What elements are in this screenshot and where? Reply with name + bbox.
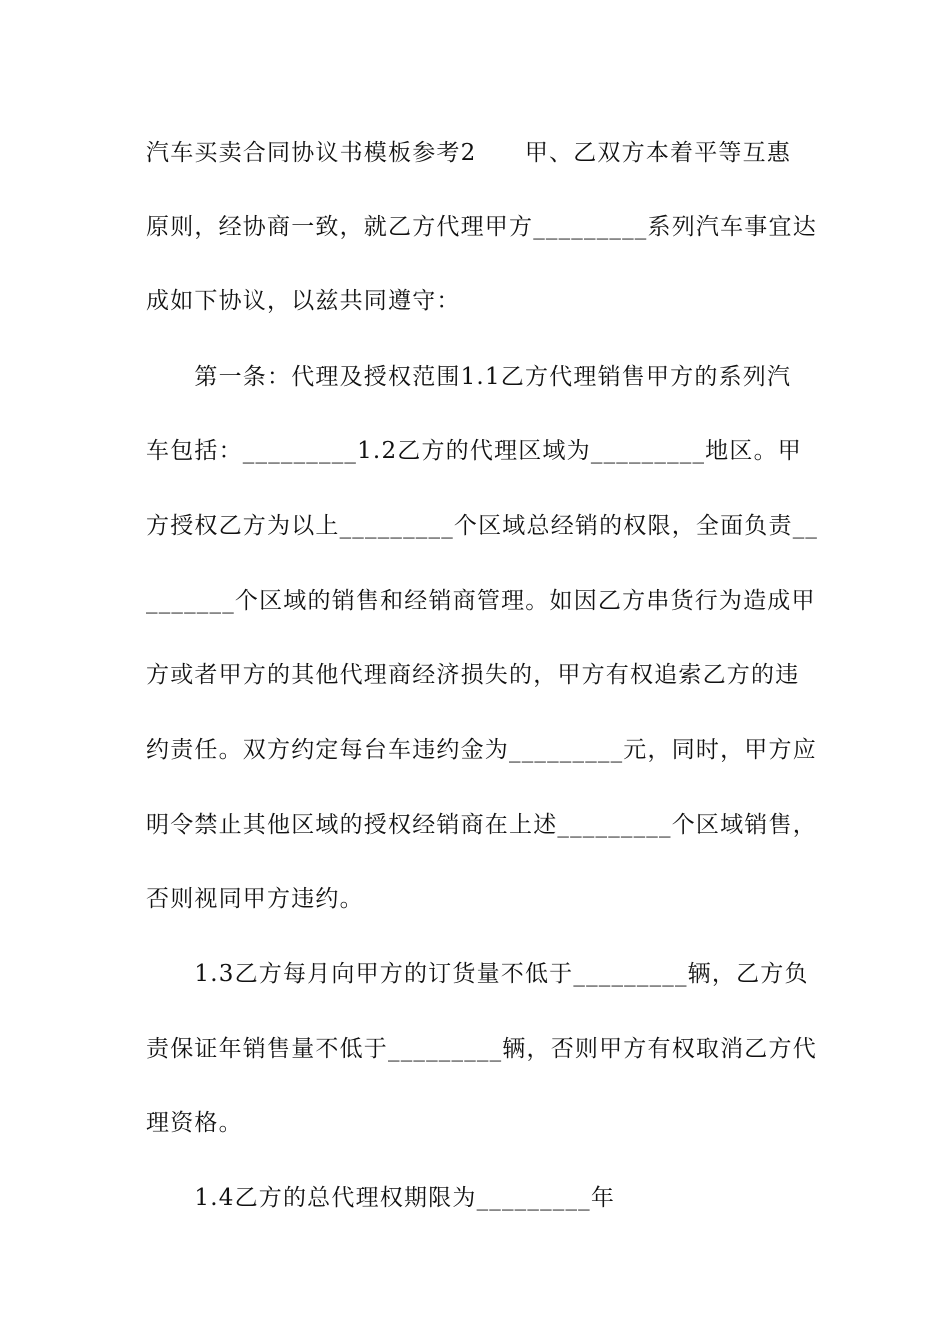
text-line: 理资格。	[146, 1110, 243, 1136]
text-line: 方授权乙方为以上_________个区域总经销的权限，全面负责__	[146, 513, 819, 539]
text-line: 责保证年销售量不低于_________辆，否则甲方有权取消乙方代	[146, 1036, 817, 1062]
text-line: 成如下协议，以兹共同遵守：	[146, 288, 461, 314]
text-line: 方或者甲方的其他代理商经济损失的，甲方有权追索乙方的违	[146, 662, 800, 688]
text-line: 汽车买卖合同协议书模板参考2 甲、乙双方本着平等互惠	[146, 140, 792, 166]
text-line: 否则视同甲方违约。	[146, 886, 364, 912]
text-line: 车包括：_________1.2乙方的代理区域为_________地区。甲	[146, 438, 802, 464]
text-line: 第一条：代理及授权范围1.1乙方代理销售甲方的系列汽	[146, 364, 792, 390]
text-line: 原则，经协商一致，就乙方代理甲方_________系列汽车事宜达	[146, 214, 817, 240]
text-line: 约责任。双方约定每台车违约金为_________元，同时，甲方应	[146, 737, 817, 763]
text-line: 明令禁止其他区域的授权经销商在上述_________个区域销售，	[146, 812, 817, 838]
text-line: 1.3乙方每月向甲方的订货量不低于_________辆，乙方负	[146, 961, 809, 987]
text-line: 1.4乙方的总代理权期限为_________年	[146, 1185, 616, 1211]
text-line: _______个区域的销售和经销商管理。如因乙方串货行为造成甲	[146, 588, 816, 614]
